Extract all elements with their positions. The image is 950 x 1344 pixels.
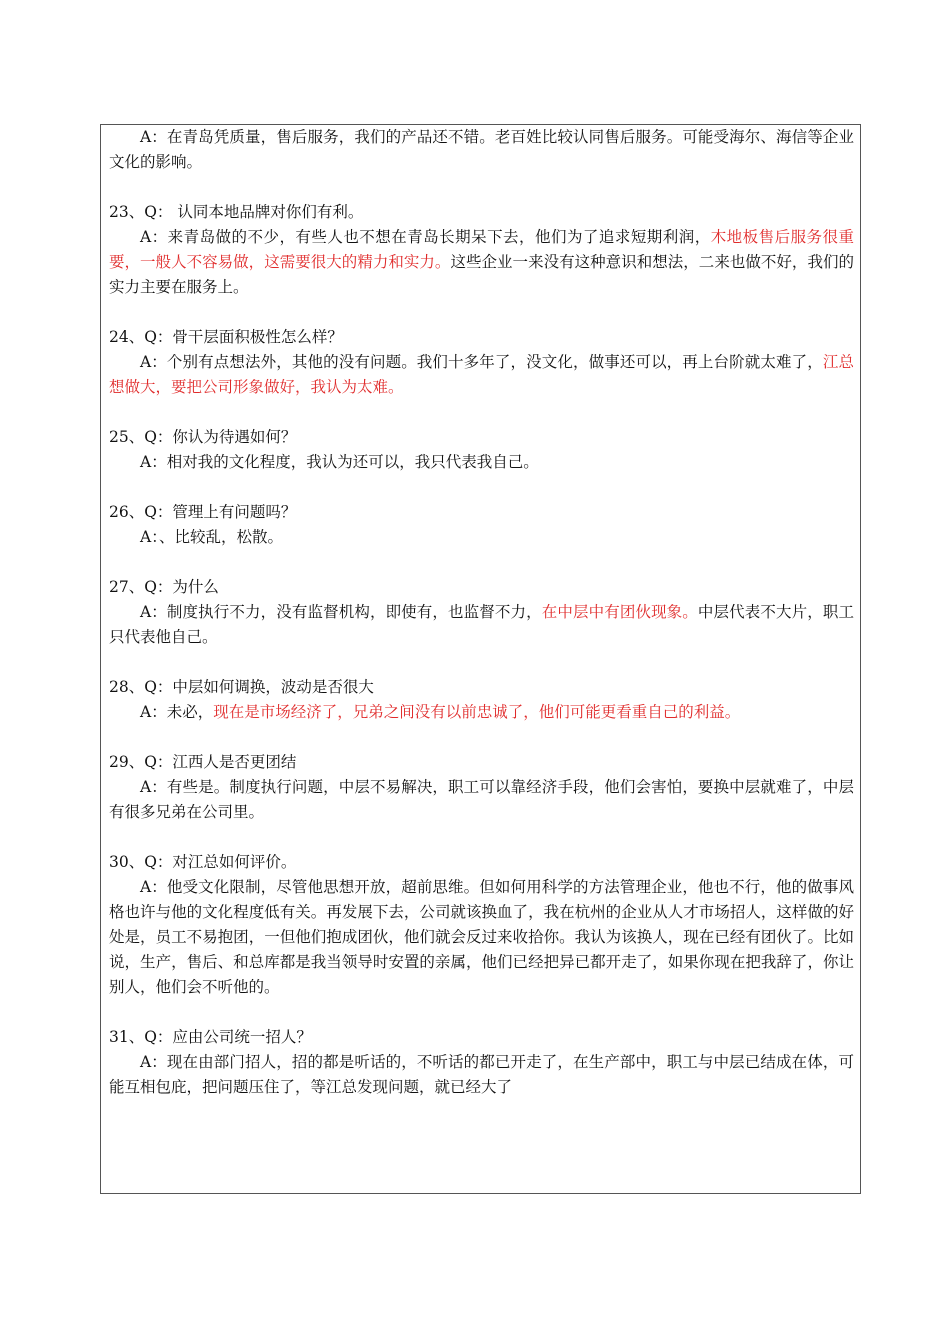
- answer-segment: A：、比较乱，松散。: [140, 528, 283, 546]
- answer-segment: 这些企业一来没有这种意识和想法，二来也做不好，我们的实力主要在服务上。: [109, 253, 854, 296]
- question-text: 24、Q：骨干层面积极性怎么样？: [109, 328, 343, 346]
- answer-segment: A：未必，: [140, 703, 214, 721]
- highlighted-text: 江总想做大，要把公司形象做好，我认为太难。: [109, 353, 854, 396]
- qa-item: [109, 1025, 854, 1100]
- qa-item: [109, 575, 854, 650]
- answer-text: [109, 525, 854, 550]
- answer-text: [109, 1050, 854, 1100]
- highlighted-text: 木地板售后服务很重要，一般人不容易做，这需要很大的精力和实力。: [109, 228, 854, 271]
- highlighted-text: 现在是市场经济了，兄弟之间没有以前忠诚了，他们可能更看重自己的利益。: [213, 703, 741, 721]
- qa-item: [109, 500, 854, 550]
- answer-segment: A：来青岛做的不少，有些人也不想在青岛长期呆下去，他们为了追求短期利润，: [140, 228, 711, 246]
- question-text: 27、Q：为什么: [109, 578, 219, 596]
- answer-segment: A：相对我的文化程度，我认为还可以，我只代表我自己。: [140, 453, 539, 471]
- qa-item: [109, 425, 854, 475]
- answer-segment: A：他受文化限制，尽管他思想开放，超前思维。但如何用科学的方法管理企业，他也不行，他的做事风格也许与他的文化程度低有关。再发展下去，公司就该换血了，我在杭州的企业从人才市场招人，这样做的好处是，员工不易抱团，一但他们抱成团伙，他们就会反过来收拾你。我认为该换人，现在已经有团伙了。比如说，生产，售后、和总库都是我当领导时安置的亲属，他们已经把异已都开走了，如果你现在把我辞了，你让别人，他们会不听他的。: [109, 878, 854, 996]
- qa-item: [109, 675, 854, 725]
- answer-text: [109, 450, 854, 475]
- qa-item: [109, 125, 854, 175]
- qa-item: [109, 325, 854, 400]
- qa-list: [109, 125, 854, 1125]
- qa-item: [109, 750, 854, 825]
- answer-text: [109, 700, 854, 725]
- question-text: 23、Q： 认同本地品牌对你们有利。: [109, 203, 364, 221]
- highlighted-text: 在中层中有团伙现象。: [541, 603, 698, 621]
- question-text: 30、Q：对江总如何评价。: [109, 853, 297, 871]
- answer-text: [109, 350, 854, 400]
- content-frame: [100, 124, 861, 1194]
- question-text: 26、Q：管理上有问题吗？: [109, 503, 297, 521]
- qa-item: [109, 200, 854, 300]
- answer-text: [109, 600, 854, 650]
- qa-item: [109, 850, 854, 1000]
- question-text: 25、Q：你认为待遇如何？: [109, 428, 297, 446]
- answer-segment: A：在青岛凭质量，售后服务，我们的产品还不错。老百姓比较认同售后服务。可能受海尔、海信等企业文化的影响。: [109, 128, 854, 171]
- question-text: 28、Q：中层如何调换，波动是否很大: [109, 678, 374, 696]
- answer-segment: A：制度执行不力，没有监督机构，即使有，也监督不力，: [140, 603, 542, 621]
- answer-text: [109, 225, 854, 300]
- question-text: 29、Q：江西人是否更团结: [109, 753, 297, 771]
- answer-text: [109, 775, 854, 825]
- answer-text: [109, 125, 854, 175]
- answer-segment: A：个别有点想法外，其他的没有问题。我们十多年了，没文化，做事还可以，再上台阶就太难了，: [140, 353, 823, 371]
- answer-segment: A：现在由部门招人，招的都是听话的，不听话的都已开走了，在生产部中，职工与中层已结成在体，可能互相包庇，把问题压住了，等江总发现问题，就已经大了: [109, 1053, 854, 1096]
- answer-segment: A：有些是。制度执行问题，中层不易解决，职工可以靠经济手段，他们会害怕，要换中层就难了，中层有很多兄弟在公司里。: [109, 778, 854, 821]
- answer-segment: 中层代表不大片，职工只代表他自己。: [109, 603, 854, 646]
- question-text: 31、Q：应由公司统一招人？: [109, 1028, 312, 1046]
- answer-text: [109, 875, 854, 1000]
